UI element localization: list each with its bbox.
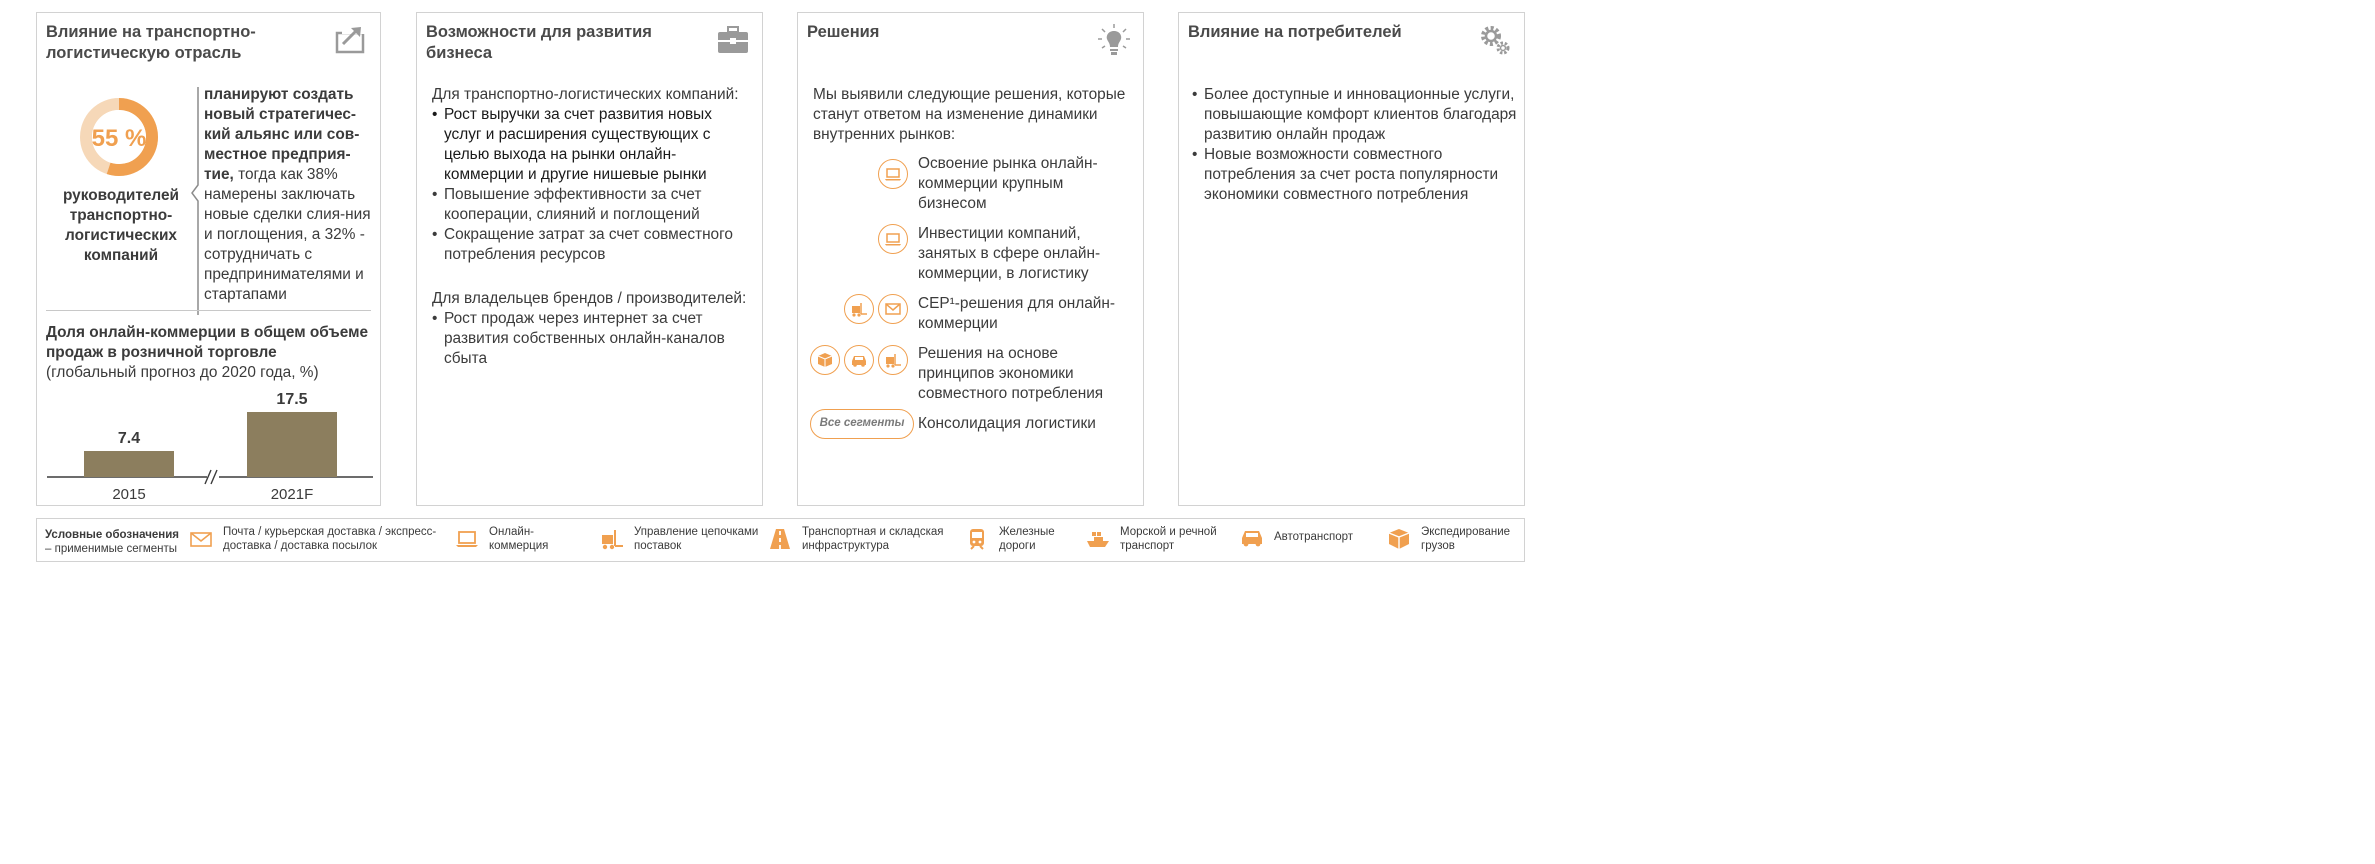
forklift-icon <box>844 294 874 324</box>
legend-label: Автотранспорт <box>1274 531 1354 543</box>
legend-label: Железные дороги <box>999 526 1055 552</box>
ecommerce-subtitle: (глобальный прогноз до 2020 года, %) <box>46 364 319 381</box>
bar-2015 <box>84 451 174 477</box>
forklift-icon <box>878 345 908 375</box>
panel-title: Влияние на транспортно-логистическую отрасль <box>46 23 256 62</box>
panel-solutions <box>797 12 1144 506</box>
panel-title: Решения <box>807 23 880 41</box>
solution-item: Решения на основе принципов экономики совместного потребления <box>918 345 1104 402</box>
road-icon <box>768 527 792 551</box>
list-item: • Рост продаж через интернет за счет развития собственных онлайн-каналов сбыта <box>432 309 752 369</box>
alliance-rest: тогда как 38% намерены заключать новые сделки слия-ния и поглощения, а 32% - сотрудничать с предпринимателями и стартапами <box>204 166 371 303</box>
lightbulb-icon <box>1097 23 1131 57</box>
axis-break-mark <box>211 470 217 484</box>
legend-label: Онлайн-коммерция <box>489 526 549 552</box>
list-item: • Сокращение затрат за счет совместного потребления ресурсов <box>432 225 752 265</box>
briefcase-icon <box>716 23 750 57</box>
lead-text: Для транспортно-логистических компаний: <box>432 86 739 103</box>
car-icon <box>844 345 874 375</box>
tick-label-2015: 2015 <box>112 486 146 503</box>
list-item: • Новые возможности совместного потребления за счет роста популярности экономики совместного потребления <box>1192 145 1517 205</box>
legend-label: Морской и речной транспорт <box>1120 526 1217 552</box>
parcel-icon <box>810 345 840 375</box>
legend-item <box>189 525 438 553</box>
panel-transport-impact <box>36 12 381 506</box>
data-label-2021F: 17.5 <box>276 391 308 408</box>
solution-item: Консолидация логистики <box>918 415 1096 432</box>
list-item: • Более доступные и инновационные услуги, повышающие комфорт клиентов благодаря развитию онлайн продаж <box>1192 85 1517 145</box>
legend-title-bold: Условные обозначения <box>45 529 180 541</box>
train-icon <box>965 527 989 551</box>
ecommerce-bar-chart <box>37 385 382 507</box>
legend-title <box>45 528 179 556</box>
forklift-icon <box>600 527 624 551</box>
solution-item: Инвестиции компаний, занятых в сфере онлайн-коммерции, в логистику <box>918 225 1101 282</box>
list-item: • Рост выручки за счет развития новых услуг и расширения существующих с целью выхода на рынки онлайн-коммерции и другие нишевые рынки <box>432 105 752 185</box>
alliance-text <box>204 85 378 305</box>
segment-icons <box>810 345 908 375</box>
legend-item <box>455 525 569 553</box>
laptop-icon <box>455 527 479 551</box>
parcel-icon <box>1387 527 1411 551</box>
legend-item <box>768 525 962 553</box>
legend-title-rest: – применимые сегменты <box>45 543 178 555</box>
solution-item: CEP¹-решения для онлайн-коммерции <box>918 295 1116 332</box>
lead-text: Мы выявили следующие решения, которые станут ответом на изменение динамики внутренних рынков: <box>813 86 1126 143</box>
laptop-icon <box>878 159 908 189</box>
panel-body <box>432 85 752 369</box>
panel-title: Влияние на потребителей <box>1188 23 1402 41</box>
segment-icons <box>878 159 908 189</box>
bullet-list <box>432 105 752 265</box>
bullet-list <box>1192 85 1517 205</box>
tick-label-2021F: 2021F <box>270 486 314 503</box>
legend-label: Экспедирование грузов <box>1421 526 1511 552</box>
all-segments-pill: Все сегменты <box>810 409 914 439</box>
panel-consumer-impact <box>1178 12 1525 506</box>
bracket-divider <box>190 85 204 317</box>
panel-title: Возможности для развития бизнеса <box>426 23 652 62</box>
alliance-bold: планируют создать новый стратегичес-кий альянс или сов-местное предприя-тие, <box>204 86 360 183</box>
legend-item <box>1086 525 1230 553</box>
legend-label: Транспортная и складская инфраструктура <box>802 526 944 552</box>
legend-label: Почта / курьерская доставка / экспресс-доставка / доставка посылок <box>223 526 437 552</box>
car-icon <box>1240 525 1264 549</box>
lead-text: Для владельцев брендов / производителей: <box>432 290 747 307</box>
legend-item <box>1240 525 1364 549</box>
list-item: • Повышение эффективности за счет кооперации, слияний и поглощений <box>432 185 752 225</box>
ecommerce-title: Доля онлайн-коммерции в общем объеме продаж в розничной торговле <box>46 324 369 361</box>
legend-label: Управление цепочками поставок <box>634 526 759 552</box>
envelope-icon <box>189 527 213 551</box>
legend <box>36 518 1525 562</box>
bar-2021F <box>247 412 337 477</box>
data-label-2015: 7.4 <box>117 430 141 447</box>
export-icon <box>334 23 368 57</box>
solution-item: Освоение рынка онлайн-коммерции крупным бизнесом <box>918 155 1098 212</box>
laptop-icon <box>878 224 908 254</box>
managers-label: руководителей транспортно-логистических компаний <box>62 187 180 264</box>
segment-icons <box>844 294 908 324</box>
ship-icon <box>1086 527 1110 551</box>
envelope-icon <box>878 294 908 324</box>
gears-icon <box>1478 23 1512 57</box>
legend-item <box>965 525 1074 553</box>
donut-percent-label: 55 % <box>91 125 147 152</box>
section-divider <box>46 310 371 311</box>
legend-item <box>600 525 764 553</box>
segment-icons <box>878 224 908 254</box>
bullet-list <box>432 309 752 369</box>
legend-item <box>1387 525 1521 553</box>
panel-business-opportunities <box>416 12 763 506</box>
